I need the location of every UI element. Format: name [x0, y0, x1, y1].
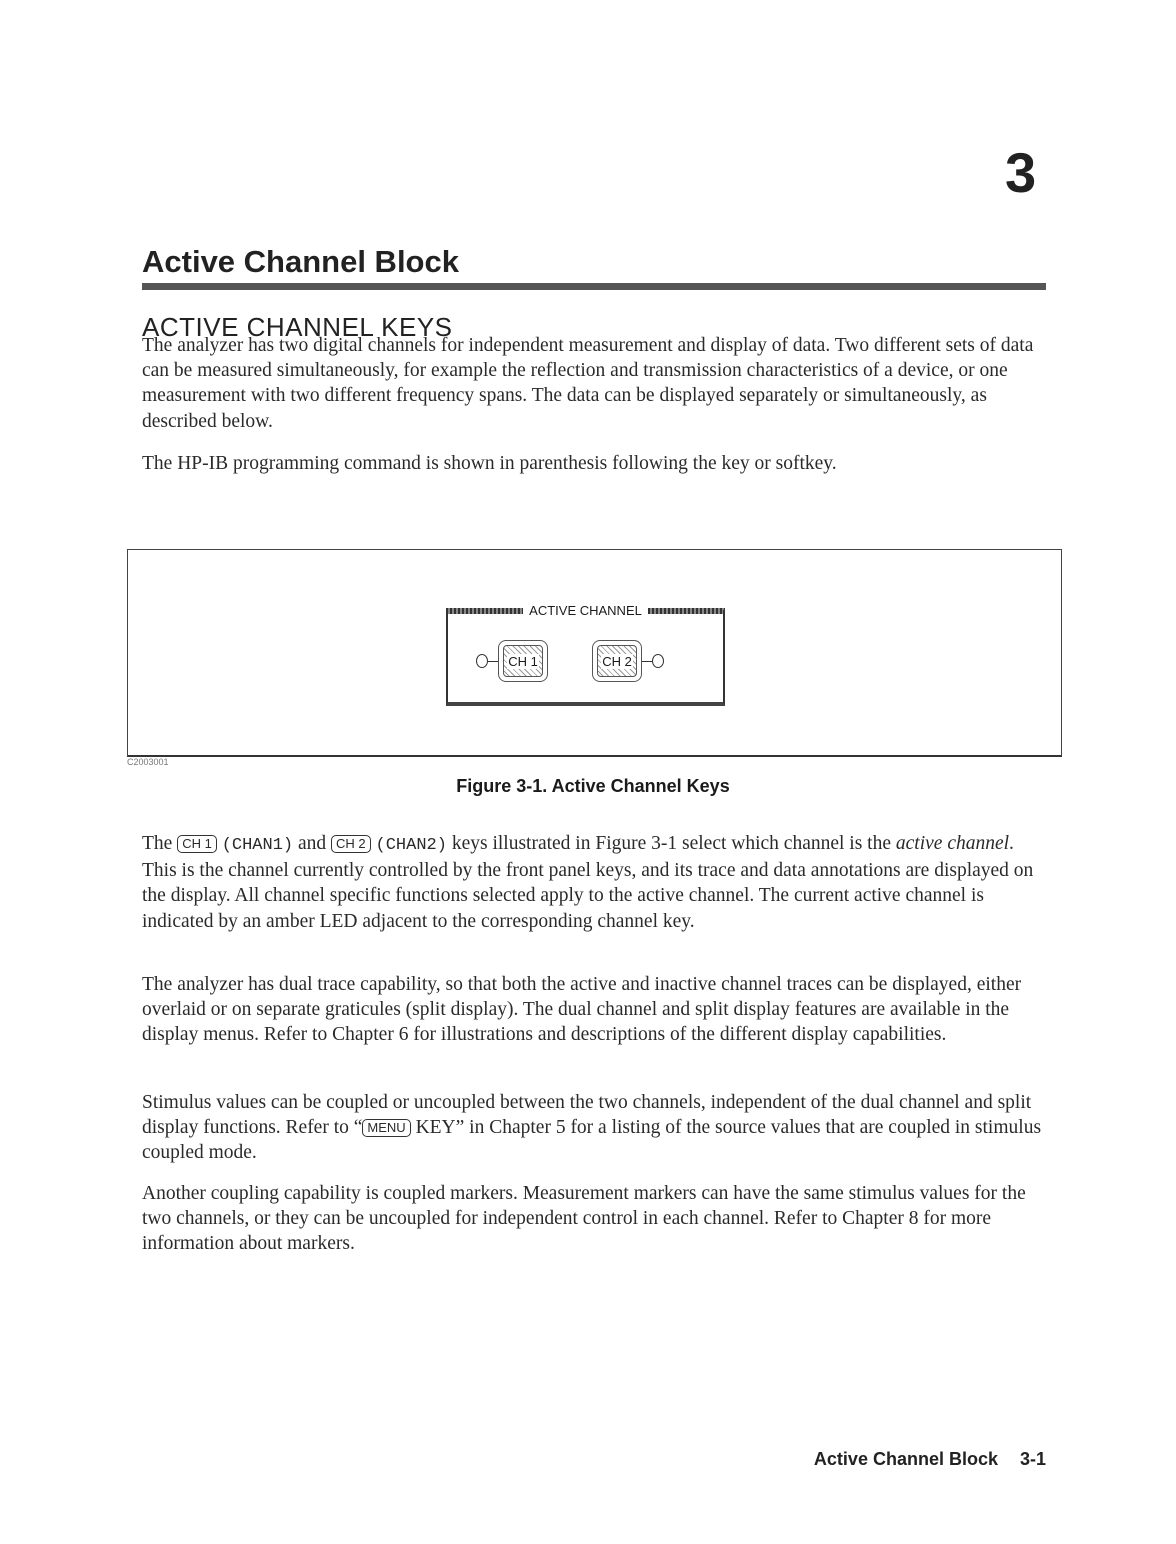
command-chan2: (CHAN2) — [375, 836, 447, 855]
text: and — [293, 833, 332, 854]
paragraph-coupled-markers: Another coupling capability is coupled markers. Measurement markers can have the same stimulus values for the two channels, or they can be uncoupled for independent control in each channel. Refer to Chapter 8 for more information about markers. — [142, 1183, 1026, 1255]
page-footer — [814, 1449, 1046, 1470]
ch1-led-icon — [476, 654, 488, 668]
text: KEY” in Chapter 5 for a listing of the source values that are coupled in stimulus coupled mode. — [142, 1117, 1042, 1164]
ch2-led-icon — [652, 654, 664, 668]
footer-title: Active Channel Block — [813, 1449, 998, 1469]
paragraph-channel-keys — [142, 831, 1052, 934]
panel-label-text: ACTIVE CHANNEL — [529, 603, 642, 618]
menu-key-inline: MENU — [362, 1119, 410, 1137]
figure-caption: Figure 3-1. Active Channel Keys — [456, 776, 730, 796]
paragraph-intro: The analyzer has two digital channels for independent measurement and display of data. Two different sets of data can be measured simultaneously, for example the reflection and transmission characteristics of a device, or one measurement with two different frequency spans. The data can be displayed separately or simultaneously, as described below. — [142, 335, 1034, 432]
text: keys illustrated in Figure 3-1 select which channel is the — [446, 833, 896, 854]
chapter-number: 3 — [1005, 141, 1037, 204]
text: Stimulus values can be coupled or uncoupled between the two channels, independent of the dual channel and split display functions. Refer to “ — [142, 1092, 1032, 1139]
ch2-key-inline: CH 2 — [331, 835, 371, 853]
chapter-title: Active Channel Block — [142, 244, 459, 279]
title-rule — [142, 283, 1046, 290]
text: The — [142, 833, 178, 854]
ch1-wire — [488, 661, 498, 662]
command-chan1: (CHAN1) — [221, 836, 294, 855]
ch1-key-inline: CH 1 — [177, 835, 217, 853]
paragraph-stimulus-coupling — [142, 1090, 1052, 1166]
ch1-key — [498, 640, 548, 682]
ch2-key-label: CH 2 — [602, 653, 632, 669]
ch2-wire — [642, 661, 652, 662]
paragraph-dual-trace: The analyzer has dual trace capability, so that both the active and inactive channel traces can be displayed, either overlaid or on separate graticules (split display). The dual channel and split display features are available in the display menus. Refer to Chapter 6 for illustrations and descriptions of the different display capabilities. — [142, 974, 1022, 1046]
paragraph-hpib-note: The HP-IB programming command is shown in parenthesis following the key or softkey. — [142, 453, 837, 474]
ch1-key-label: CH 1 — [508, 653, 538, 669]
ch1-group — [476, 640, 548, 682]
text: . This is the channel currently controlled by the front panel keys, and its trace and data annotations are displayed on the display. All channel specific functions selected apply to the active channel. The current active channel is indicated by an amber LED adjacent to the corresponding channel key. — [142, 833, 1034, 932]
page-number: 3-1 — [1019, 1449, 1046, 1469]
section-title: ACTIVE CHANNEL KEYS — [142, 312, 453, 342]
ch2-group — [592, 640, 664, 682]
figure-id: C2003001 — [127, 757, 169, 767]
ch2-key — [592, 640, 642, 682]
emphasis-active-channel: active channel — [895, 833, 1010, 854]
